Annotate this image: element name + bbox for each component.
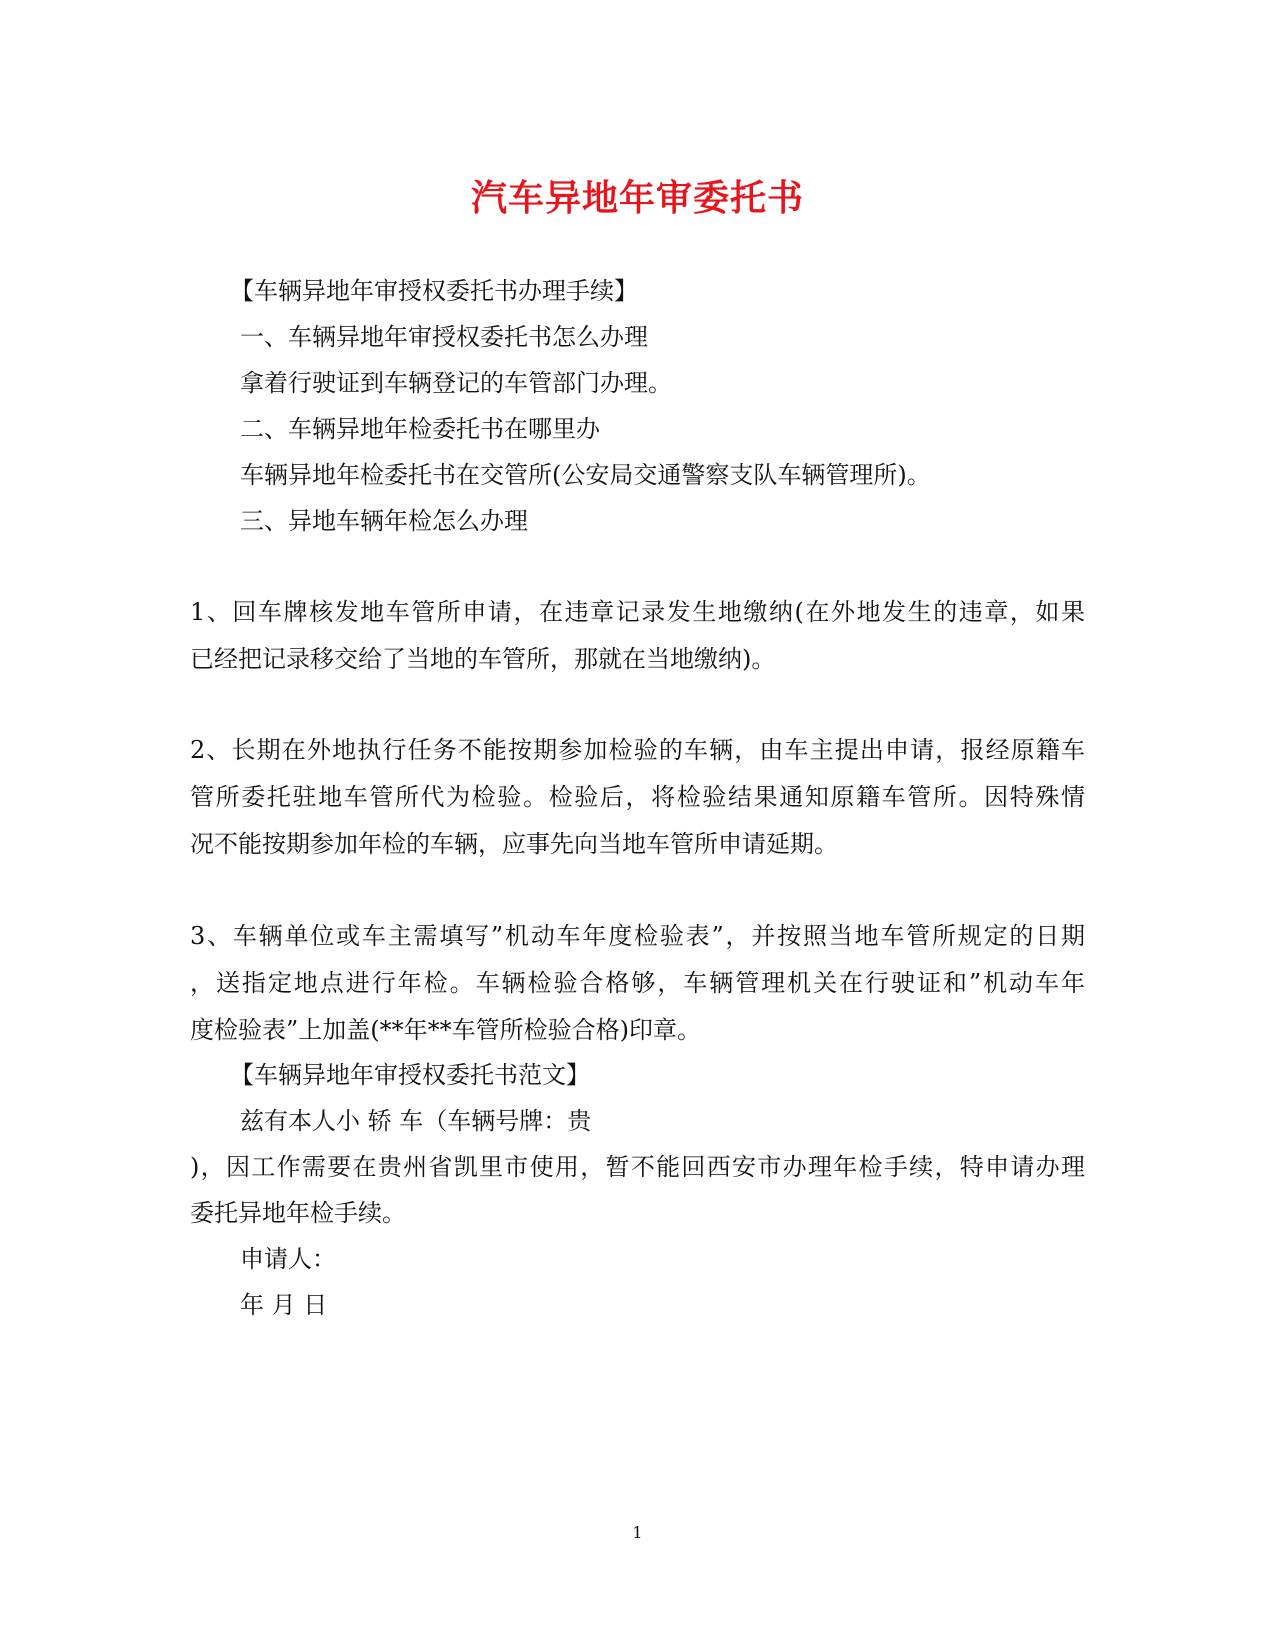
section-heading-sample: 【车辆异地年审授权委托书范文】: [230, 1061, 590, 1089]
page-number: 1: [632, 1523, 643, 1542]
question-3-heading: 三、异地车辆年检怎么办理: [240, 507, 528, 535]
sample-line-2: )，因工作需要在贵州省凯里市使用，暂不能回西安市办理年检手续，特申请办理: [190, 1153, 1085, 1181]
sample-line-1: 兹有本人小 轿 车（车辆号牌：贵: [240, 1107, 592, 1135]
answer-2-text: 车辆异地年检委托书在交管所(公安局交通警察支队车辆管理所)。: [240, 461, 931, 489]
answer-1-text: 拿着行驶证到车辆登记的车管部门办理。: [240, 369, 672, 397]
question-1-heading: 一、车辆异地年审授权委托书怎么办理: [240, 323, 648, 351]
question-2-heading: 二、车辆异地年检委托书在哪里办: [240, 415, 600, 443]
item-1-line-2: 已经把记录移交给了当地的车管所，那就在当地缴纳)。: [190, 645, 776, 673]
section-heading-procedures: 【车辆异地年审授权委托书办理手续】: [230, 277, 638, 305]
item-2-line-3: 况不能按期参加年检的车辆，应事先向当地车管所申请延期。: [190, 830, 838, 858]
item-3-line-3: 度检验表”上加盖(**年**车管所检验合格)印章。: [190, 1016, 701, 1044]
document-title: 汽车异地年审委托书: [470, 177, 804, 219]
item-3-line-2: ，送指定地点进行年检。车辆检验合格够，车辆管理机关在行驶证和”机动车年: [190, 969, 1085, 997]
applicant-label: 申请人：: [240, 1245, 336, 1273]
item-2-line-1: 2、长期在外地执行任务不能按期参加检验的车辆，由车主提出申请，报经原籍车: [190, 736, 1085, 764]
item-3-line-1: 3、车辆单位或车主需填写”机动车年度检验表”，并按照当地车管所规定的日期: [190, 922, 1085, 950]
sample-line-3: 委托异地年检手续。: [190, 1199, 406, 1227]
date-line: 年 月 日: [240, 1291, 328, 1319]
item-2-line-2: 管所委托驻地车管所代为检验。检验后，将检验结果通知原籍车管所。因特殊情: [190, 783, 1085, 811]
item-1-line-1: 1、回车牌核发地车管所申请，在违章记录发生地缴纳(在外地发生的违章，如果: [190, 598, 1085, 626]
